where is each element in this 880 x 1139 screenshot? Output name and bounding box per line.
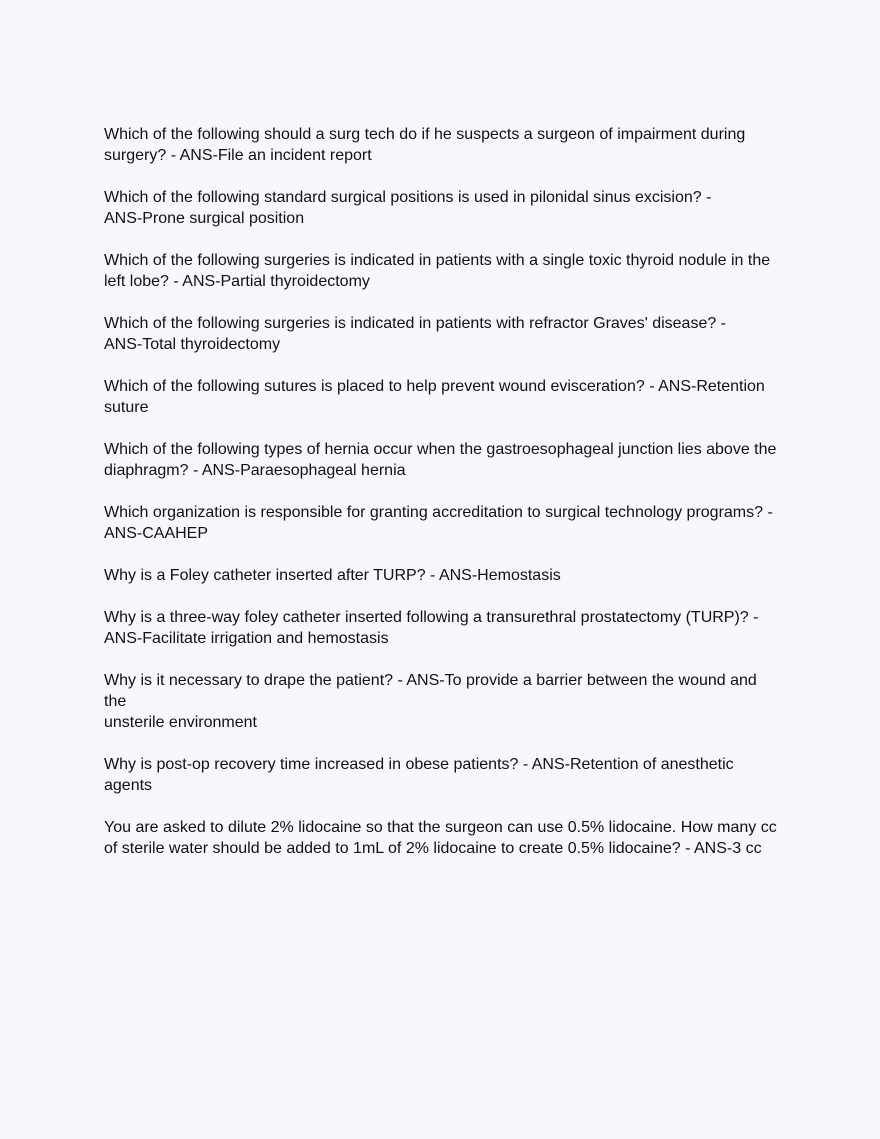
qa-entry: Why is a Foley catheter inserted after TURP? - ANS-Hemostasis <box>104 567 561 584</box>
qa-entry: Why is post-op recovery time increased in obese patients? - ANS-Retention of anesthetic agents <box>104 756 734 794</box>
qa-entry: You are asked to dilute 2% lidocaine so that the surgeon can use 0.5% lidocaine. How many cc of sterile water should be added to 1mL of 2% lidocaine to create 0.5% lidocaine? - ANS-3 cc <box>104 819 777 857</box>
qa-entry: Which organization is responsible for granting accreditation to surgical technology programs? - ANS-CAAHEP <box>104 504 773 542</box>
qa-entry: Which of the following surgeries is indicated in patients with refractor Graves' disease? - ANS-Total thyroidectomy <box>104 315 727 353</box>
qa-entry: Which of the following surgeries is indicated in patients with a single toxic thyroid nodule in the left lobe? - ANS-Partial thyroidectomy <box>104 252 771 290</box>
qa-entry: Which of the following types of hernia occur when the gastroesophageal junction lies above the diaphragm? - ANS-Paraesophageal hernia <box>104 441 777 479</box>
qa-entry: Which of the following should a surg tech do if he suspects a surgeon of impairment during surgery? - ANS-File an incident report <box>104 126 746 164</box>
qa-entry: Which of the following standard surgical positions is used in pilonidal sinus excision? - ANS-Prone surgical position <box>104 189 712 227</box>
document-body <box>104 124 780 880</box>
qa-entry: Why is a three-way foley catheter inserted following a transurethral prostatectomy (TURP)? - ANS-Facilitate irrigation and hemostasis <box>104 609 759 647</box>
qa-entry: Which of the following sutures is placed to help prevent wound evisceration? - ANS-Retention suture <box>104 378 765 416</box>
qa-entry: Why is it necessary to drape the patient? - ANS-To provide a barrier between the wound and the unsterile environment <box>104 672 757 731</box>
